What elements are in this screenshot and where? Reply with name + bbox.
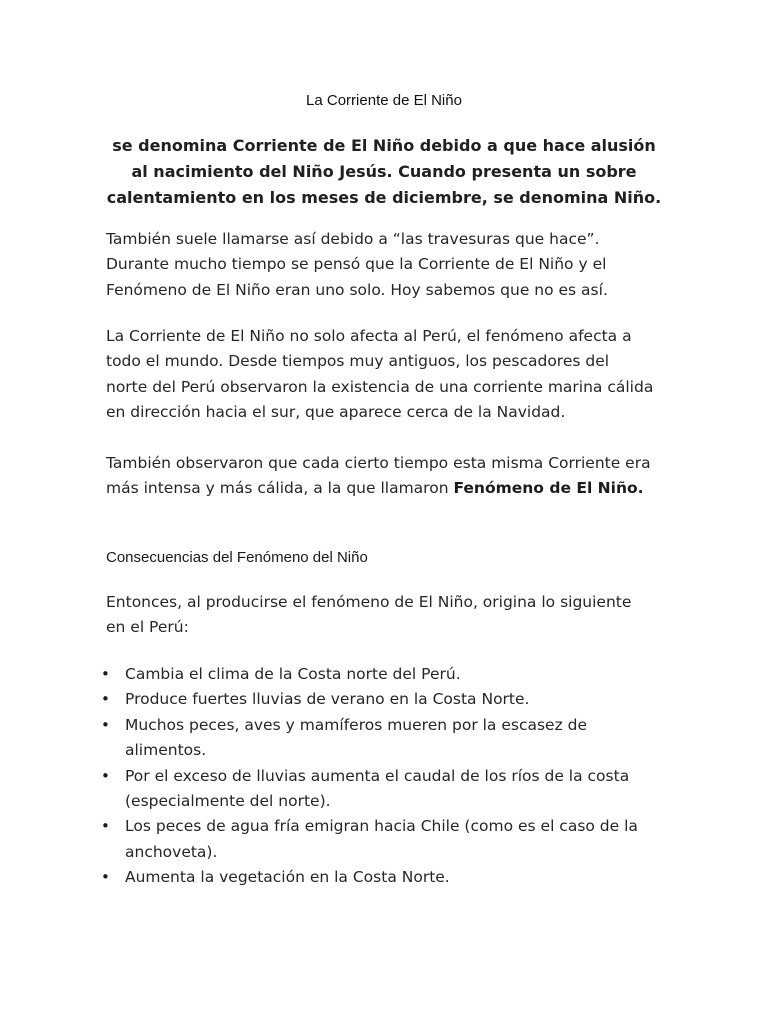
- paragraph-3-text: También observaron que cada cierto tiempo esta misma Corriente era más intensa y más cálida, a la que llamaron: [106, 454, 651, 498]
- list-item-text: Muchos peces, aves y mamíferos mueren por la escasez de alimentos.: [125, 715, 588, 760]
- lead-paragraph: se denomina Corriente de El Niño debido a que hace alusión al nacimiento del Niño Jesús. Cuando presenta un sobre calentamiento en los meses de diciembre, se denomina Niño.: [106, 136, 662, 207]
- list-item: [98, 814, 658, 865]
- list-item: [98, 713, 658, 764]
- list-item-text: Por el exceso de lluvias aumenta el caudal de los ríos de la costa (especialmente del norte).: [125, 766, 630, 811]
- paragraph-3: [106, 451, 654, 502]
- paragraph-1: También suele llamarse así debido a “las travesuras que hace”. Durante mucho tiempo se pensó que la Corriente de El Niño y el Fenómeno de El Niño eran uno solo. Hoy sabemos que no es así.: [106, 230, 608, 299]
- paragraph-3-bold: Fenómeno de El Niño.: [453, 479, 644, 498]
- bullet-icon: •: [101, 817, 110, 836]
- bullet-icon: •: [101, 665, 110, 683]
- bullet-icon: •: [101, 766, 110, 785]
- list-item: [98, 764, 658, 815]
- paragraph-2: La Corriente de El Niño no solo afecta al Perú, el fenómeno afecta a todo el mundo. Desde tiempos muy antiguos, los pescadores del norte del Perú observaron la existencia de una corriente marina cálida en dirección hacia el sur, que aparece cerca de la Navidad.: [106, 327, 654, 422]
- list-item-text: Produce fuertes lluvias de verano en la Costa Norte.: [125, 690, 530, 709]
- list-item-text: Aumenta la vegetación en la Costa Norte.: [125, 868, 450, 887]
- list-item-text: Los peces de agua fría emigran hacia Chile (como es el caso de la anchoveta).: [125, 817, 638, 861]
- paragraph-4: Entonces, al producirse el fenómeno de El Niño, origina lo siguiente en el Perú:: [106, 593, 632, 637]
- list-item: [98, 865, 658, 890]
- section-subheading: Consecuencias del Fenómeno del Niño: [106, 549, 368, 566]
- list-item-text: Cambia el clima de la Costa norte del Perú.: [125, 665, 461, 683]
- bullet-icon: •: [101, 690, 110, 709]
- list-item: [98, 687, 658, 712]
- consequences-list: [98, 662, 658, 891]
- bullet-icon: •: [101, 715, 110, 734]
- list-item: [98, 662, 658, 687]
- document-title: La Corriente de El Niño: [306, 92, 462, 109]
- bullet-icon: •: [101, 868, 110, 887]
